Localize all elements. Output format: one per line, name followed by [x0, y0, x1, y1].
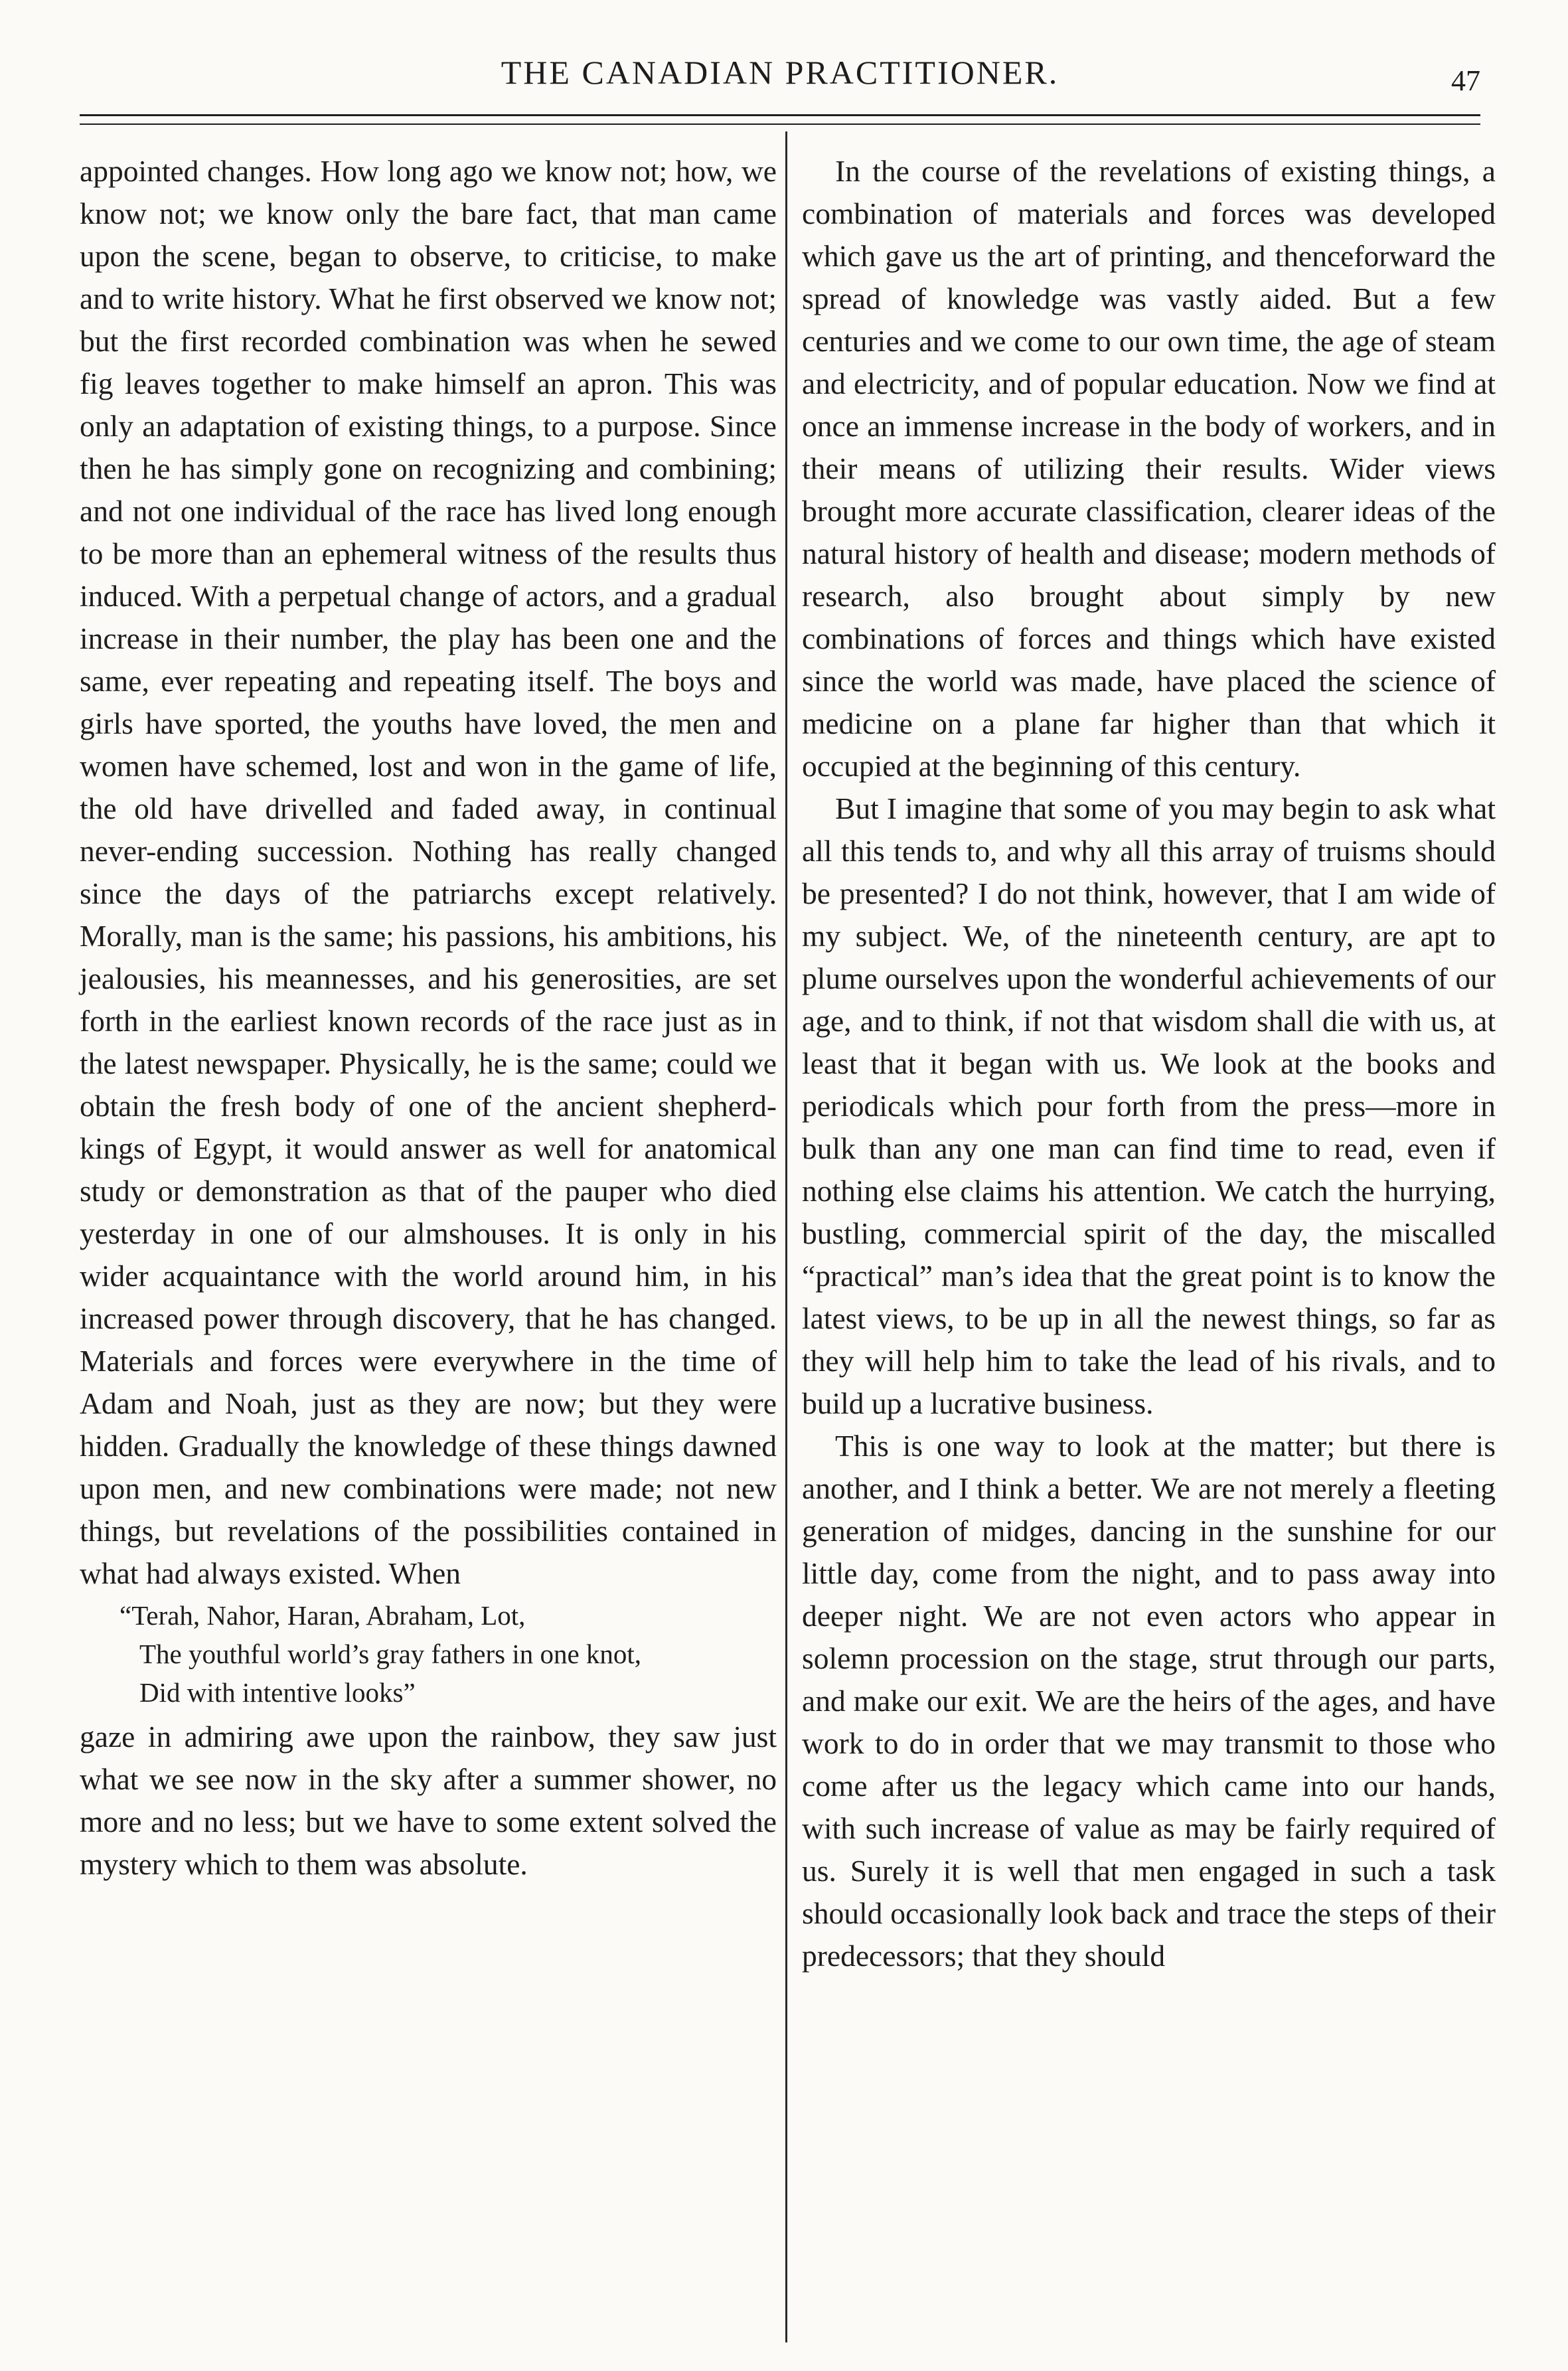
column-divider	[785, 131, 787, 2342]
right-paragraph-2: But I imagine that some of you may begin to ask what all this tends to, and why all this array of truisms should be presented? I do not think, however, that I am wide of my subject. We, of the nineteenth century, are apt to plume ourselves upon the wonderful achievements of our age, and to think, if not that wisdom shall die with us, at least that it began with us. We look at the books and periodicals which pour forth from the press—more in bulk than any one man can find time to read, even if nothing else claims his attention. We catch the hurrying, bustling, commercial spirit of the day, the miscalled “practical” man’s idea that the great point is to know the latest views, to be up in all the newest things, so far as they will help him to take the lead of his rivals, and to build up a lucrative business.	[802, 791, 1496, 1420]
journal-title: THE CANADIAN PRACTITIONER.	[501, 54, 1059, 91]
verse-quotation	[80, 1596, 777, 1712]
left-paragraph-1: appointed changes. How long ago we know not; how, we know not; we know only the bare fact, that man came upon the scene, began to observe, to criticise, to make and to write history. What he first observed we know not; but the first recorded combination was when he sewed fig leaves together to make himself an apron. This was only an adaptation of existing things, to a purpose. Since then he has simply gone on recognizing and combining; and not one individual of the race has lived long enough to be more than an ephemeral witness of the results thus induced. With a perpetual change of actors, and a gradual increase in their number, the play has been one and the same, ever repeating and repeating itself. The boys and girls have sported, the youths have loved, the men and women have schemed, lost and won in the game of life, the old have drivelled and faded away, in continual never-ending succession. Nothing has really changed since the days of the patriarchs except relatively. Morally, man is the same; his passions, his ambitions, his jealousies, his meannesses, and his generosities, are set forth in the earliest known records of the race just as in the latest newspaper. Physically, he is the same; could we obtain the fresh body of one of the ancient shepherd-kings of Egypt, it would answer as well for anatomical study or demonstration as that of the pauper who died yesterday in one of our almshouses. It is only in his wider acquaintance with the world around him, in his increased power through discovery, that he has changed. Materials and forces were everywhere in the time of Adam and Noah, just as they are now; but they were hidden. Gradually the knowledge of these things dawned upon men, and new combinations were made; not new things, but revelations of the possibilities contained in what had always existed. When	[80, 154, 777, 1590]
page-number: 47	[1451, 64, 1480, 97]
verse-line-3: Did with intentive looks”	[139, 1677, 416, 1708]
header-rule-top	[80, 114, 1480, 116]
right-paragraph-1: In the course of the revelations of existing things, a combination of materials and forces was developed which gave us the art of printing, and thenceforward the spread of knowledge was vastly aided. But a few centuries and we come to our own time, the age of steam and electricity, and of popular education. Now we find at once an immense increase in the body of workers, and in their means of utilizing their results. Wider views brought more accurate classification, clearer ideas of the natural history of health and disease; modern methods of research, also brought about simply by new combinations of forces and things which have existed since the world was made, have placed the science of medicine on a plane far higher than that which it occupied at the beginning of this century.	[802, 154, 1496, 783]
right-paragraph-3: This is one way to look at the matter; but there is another, and I think a better. We are not merely a fleeting generation of midges, dancing in the sunshine for our little day, come from the night, and to pass away into deeper night. We are not even actors who appear in solemn procession on the stage, strut through our parts, and make our exit. We are the heirs of the ages, and have work to do in order that we may transmit to those who come after us the legacy which came into our hands, with such increase of value as may be fairly required of us. Surely it is well that men engaged in such a task should occasionally look back and trace the steps of their predecessors; that they should	[802, 1429, 1496, 1973]
left-paragraph-2: gaze in admiring awe upon the rainbow, they saw just what we see now in the sky after a summer shower, no more and no less; but we have to some extent solved the mystery which to them was absolute.	[80, 1720, 777, 1881]
left-column	[80, 150, 777, 1886]
header-rule-bottom	[80, 123, 1480, 125]
page-header	[80, 48, 1480, 108]
right-column	[802, 150, 1496, 1977]
verse-line-1: “Terah, Nahor, Haran, Abraham, Lot,	[119, 1600, 526, 1631]
verse-line-2: The youthful world’s gray fathers in one knot,	[139, 1639, 642, 1669]
